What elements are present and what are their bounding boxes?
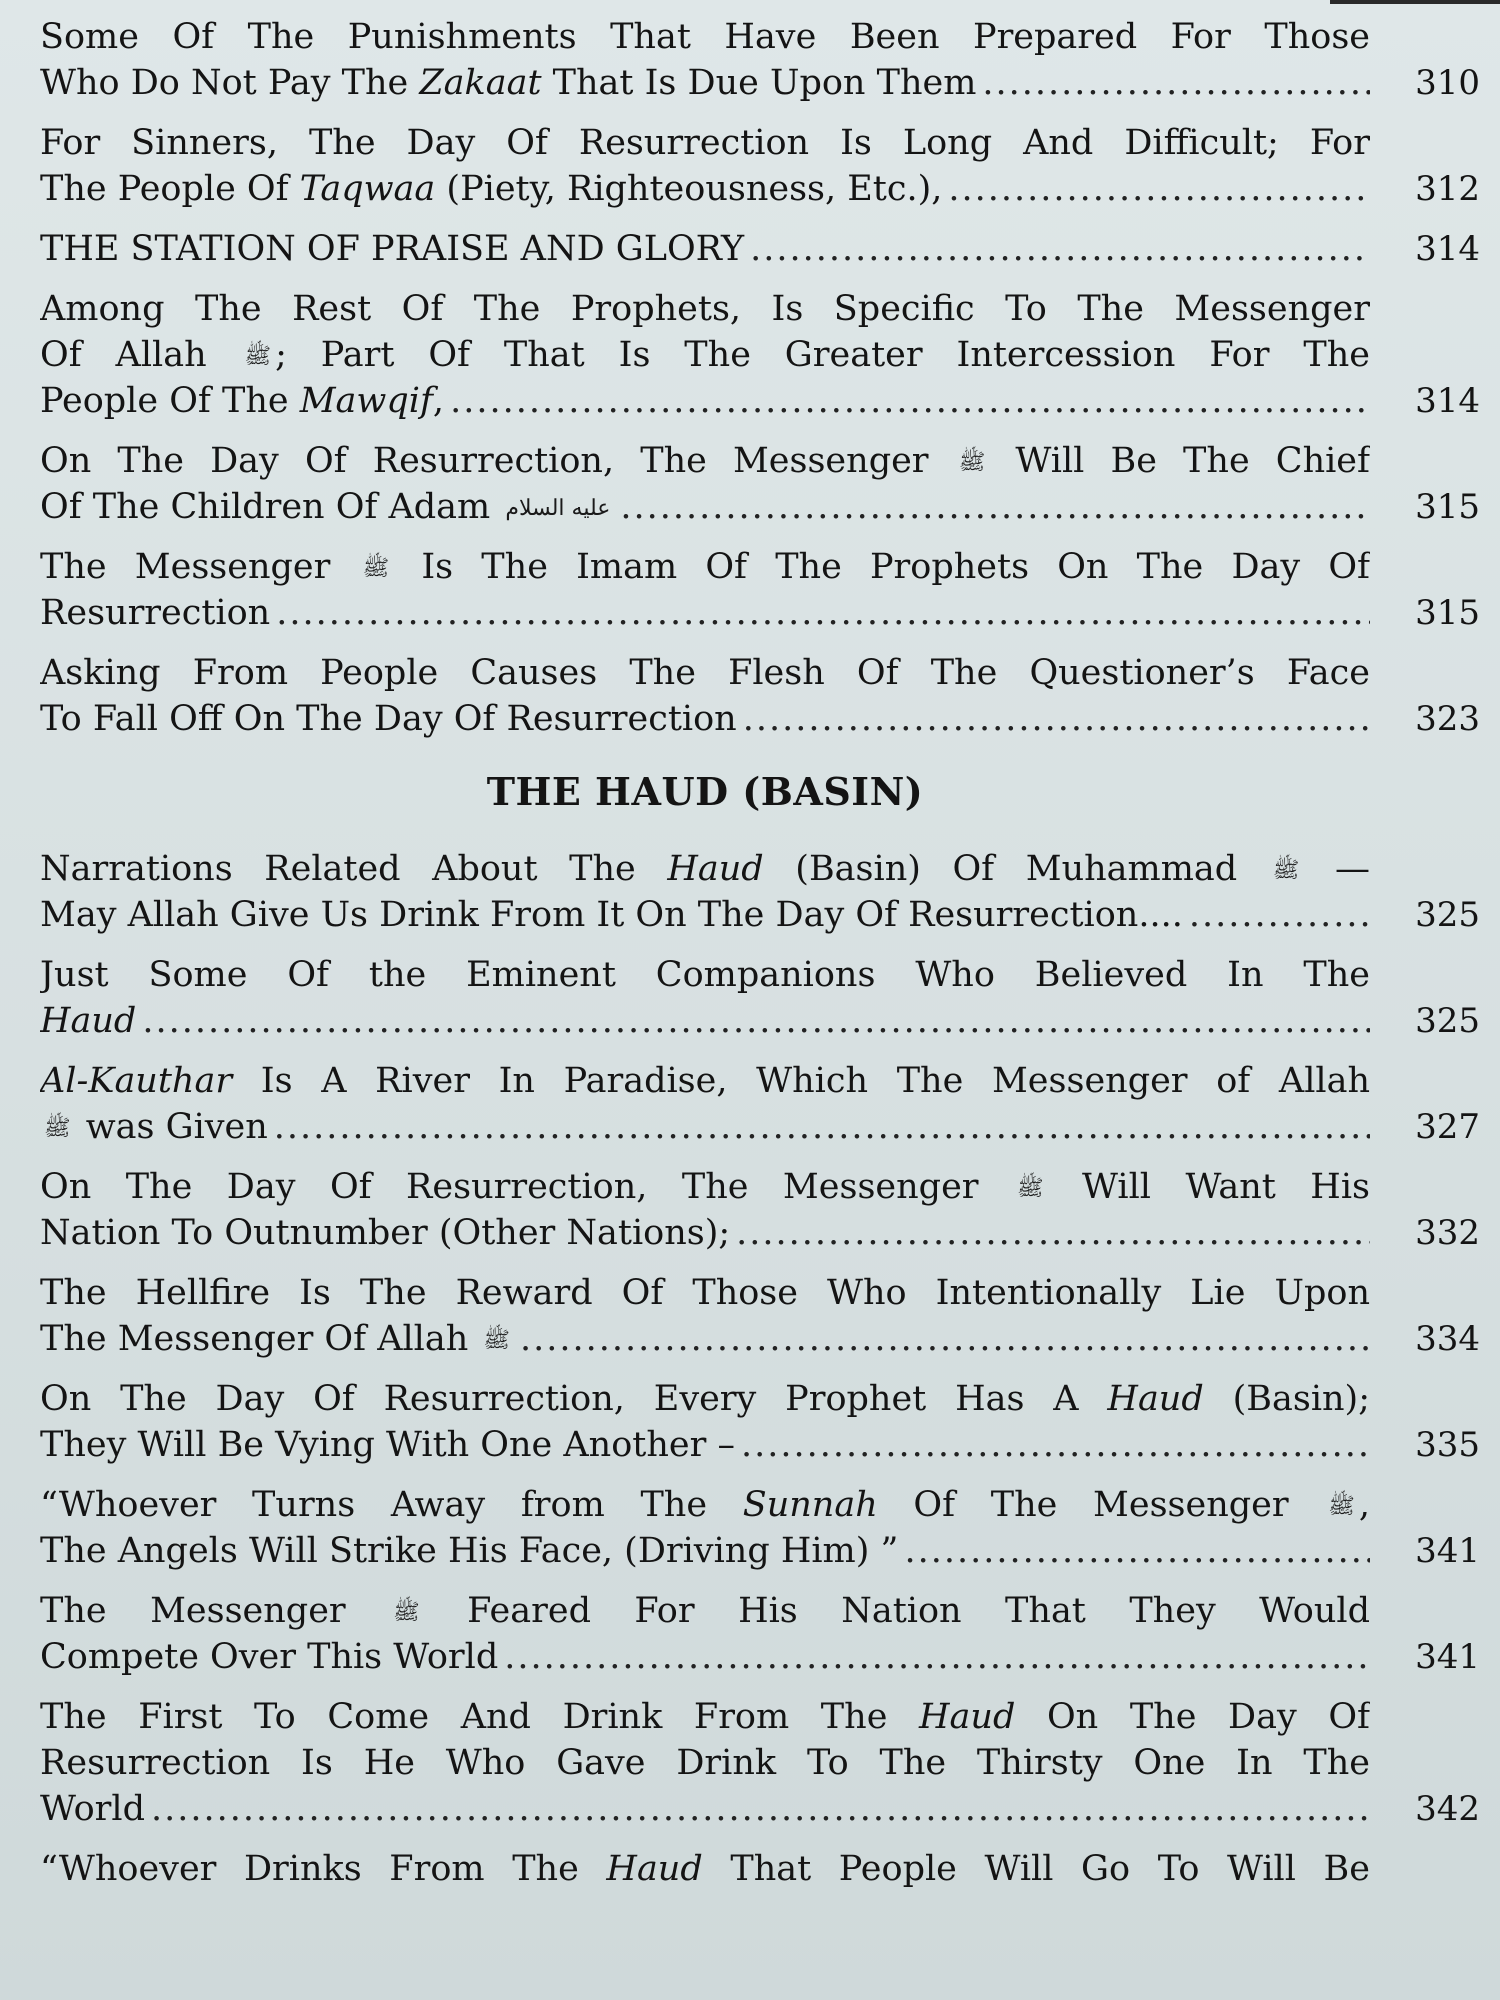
entry-line: The First To Come And Drink From The Haud On The Day Of <box>40 1697 1370 1737</box>
leader-dots <box>450 378 1370 424</box>
entry-line-last: To Fall Off On The Day Of Resurrection ..... <box>40 696 1370 742</box>
salutation-glyph-icon: ﷺ <box>362 555 390 581</box>
toc-entry[interactable] <box>40 120 1480 212</box>
entry-line: Asking From People Causes The Flesh Of The Questioner’s Face <box>40 653 1370 693</box>
toc-entry[interactable] <box>40 1270 1480 1362</box>
page-number: 310 <box>1415 63 1480 103</box>
salutation-glyph-icon: عليه السلام <box>505 495 611 521</box>
entry-line-last: Haud ..... <box>40 998 1370 1044</box>
toc-entry[interactable] <box>40 1588 1480 1680</box>
toc-entry[interactable] <box>40 952 1480 1044</box>
toc-entry[interactable] <box>40 438 1480 530</box>
page-number: 314 <box>1415 381 1480 421</box>
leader-dots <box>1189 892 1370 938</box>
header-rule <box>1330 0 1500 4</box>
leader-dots <box>504 1634 1370 1680</box>
page-number: 325 <box>1415 895 1480 935</box>
leader-dots <box>743 696 1370 742</box>
page-number: 342 <box>1415 1789 1480 1829</box>
entry-line: Of Allah ﷺ ; Part Of That Is The Greater Intercession For The <box>40 335 1370 375</box>
salutation-glyph-icon: ﷺ <box>44 1115 71 1141</box>
salutation-glyph-icon: ﷺ <box>1328 1493 1355 1519</box>
toc-entry[interactable] <box>40 1846 1480 1892</box>
leader-dots <box>274 1104 1370 1150</box>
entry-line: Al-Kauthar Is A River In Paradise, Which The Messenger of Allah <box>40 1061 1370 1101</box>
leader-dots <box>736 1210 1370 1256</box>
entry-line: “Whoever Drinks From The Haud That People Will Go To Will Be <box>40 1849 1370 1889</box>
toc-entry[interactable] <box>40 650 1480 742</box>
leader-dots <box>142 998 1370 1044</box>
entry-line-last: Who Do Not Pay The Zakaat That Is Due Upon Them ..... <box>40 60 1370 106</box>
toc-entry[interactable] <box>40 1694 1480 1832</box>
page-number: 315 <box>1415 593 1480 633</box>
page-number: 332 <box>1415 1213 1480 1253</box>
page-number: 325 <box>1415 1001 1480 1041</box>
page-number: 341 <box>1415 1637 1480 1677</box>
entry-line: Some Of The Punishments That Have Been Prepared For Those <box>40 17 1370 57</box>
page-number: 334 <box>1415 1319 1480 1359</box>
entry-line-last: Nation To Outnumber (Other Nations); ..... <box>40 1210 1370 1256</box>
entry-line: On The Day Of Resurrection, The Messenger ﷺ Will Be The Chief <box>40 441 1370 481</box>
entry-line-last: People Of The Mawqif, ..... <box>40 378 1370 424</box>
leader-dots <box>982 60 1370 106</box>
entry-line: The Messenger ﷺ Feared For His Nation That They Would <box>40 1591 1370 1631</box>
page-number: 341 <box>1415 1531 1480 1571</box>
toc-entry[interactable] <box>40 1164 1480 1256</box>
entry-line-last: The People Of Taqwaa (Piety, Righteousness, Etc.), ..... <box>40 166 1370 212</box>
salutation-glyph-icon: ﷺ <box>393 1599 420 1625</box>
page-number: 315 <box>1415 487 1480 527</box>
entry-line: For Sinners, The Day Of Resurrection Is Long And Difficult; For <box>40 123 1370 163</box>
toc-entry[interactable] <box>40 14 1480 106</box>
entry-line-last: Of The Children Of Adam عليه السلام ..... <box>40 484 1370 530</box>
page-number: 314 <box>1415 229 1480 269</box>
entry-line: On The Day Of Resurrection, The Messenger ﷺ Will Want His <box>40 1167 1370 1207</box>
salutation-glyph-icon: ﷺ <box>483 1327 510 1353</box>
entry-line: Just Some Of the Eminent Companions Who Believed In The <box>40 955 1370 995</box>
leader-dots <box>948 166 1370 212</box>
entry-line: The Hellfire Is The Reward Of Those Who Intentionally Lie Upon <box>40 1273 1370 1313</box>
entry-line-last: Resurrection ..... <box>40 590 1370 636</box>
salutation-glyph-icon: ﷺ <box>244 343 272 369</box>
table-of-contents <box>40 14 1480 1906</box>
leader-dots <box>620 484 1370 530</box>
entry-line-last: Compete Over This World ..... <box>40 1634 1370 1680</box>
toc-entry[interactable] <box>40 226 1480 272</box>
entry-line-last: They Will Be Vying With One Another – ..... <box>40 1422 1370 1468</box>
entry-line-last: ﷺ was Given ..... <box>40 1104 1370 1150</box>
entry-line: Narrations Related About The Haud (Basin) Of Muhammad ﷺ — <box>40 849 1370 889</box>
page-number: 335 <box>1415 1425 1480 1465</box>
entry-line-last: The Angels Will Strike His Face, (Driving Him) ” ..... <box>40 1528 1370 1574</box>
entry-line: Resurrection Is He Who Gave Drink To The Thirsty One In The <box>40 1743 1370 1783</box>
entry-line: “Whoever Turns Away from The Sunnah Of The Messenger ﷺ , <box>40 1485 1370 1525</box>
salutation-glyph-icon: ﷺ <box>1272 857 1300 883</box>
entry-line-last: The Messenger Of Allah ﷺ ..... <box>40 1316 1370 1362</box>
page-number: 323 <box>1415 699 1480 739</box>
salutation-glyph-icon: ﷺ <box>958 449 986 475</box>
entry-line-last: May Allah Give Us Drink From It On The Day Of Resurrection.... ..... <box>40 892 1370 938</box>
page-number: 327 <box>1415 1107 1480 1147</box>
leader-dots <box>520 1316 1370 1362</box>
leader-dots <box>276 590 1370 636</box>
entry-line-last: World ..... <box>40 1786 1370 1832</box>
entry-line: On The Day Of Resurrection, Every Prophet Has A Haud (Basin); <box>40 1379 1370 1419</box>
entry-line: The Messenger ﷺ Is The Imam Of The Prophets On The Day Of <box>40 547 1370 587</box>
toc-entry[interactable] <box>40 846 1480 938</box>
toc-entry[interactable] <box>40 1058 1480 1150</box>
toc-entry[interactable] <box>40 544 1480 636</box>
toc-entry[interactable] <box>40 286 1480 424</box>
section-heading: THE HAUD (BASIN) <box>486 769 924 814</box>
salutation-glyph-icon: ﷺ <box>1016 1175 1044 1201</box>
toc-entry[interactable] <box>40 1482 1480 1574</box>
entry-line: Among The Rest Of The Prophets, Is Specific To The Messenger <box>40 289 1370 329</box>
leader-dots <box>741 1422 1370 1468</box>
toc-entry[interactable] <box>40 1376 1480 1468</box>
leader-dots <box>750 226 1370 272</box>
leader-dots <box>904 1528 1370 1574</box>
entry-line-last: THE STATION OF PRAISE AND GLORY ..... <box>40 226 1370 272</box>
leader-dots <box>151 1786 1370 1832</box>
page-number: 312 <box>1415 169 1480 209</box>
